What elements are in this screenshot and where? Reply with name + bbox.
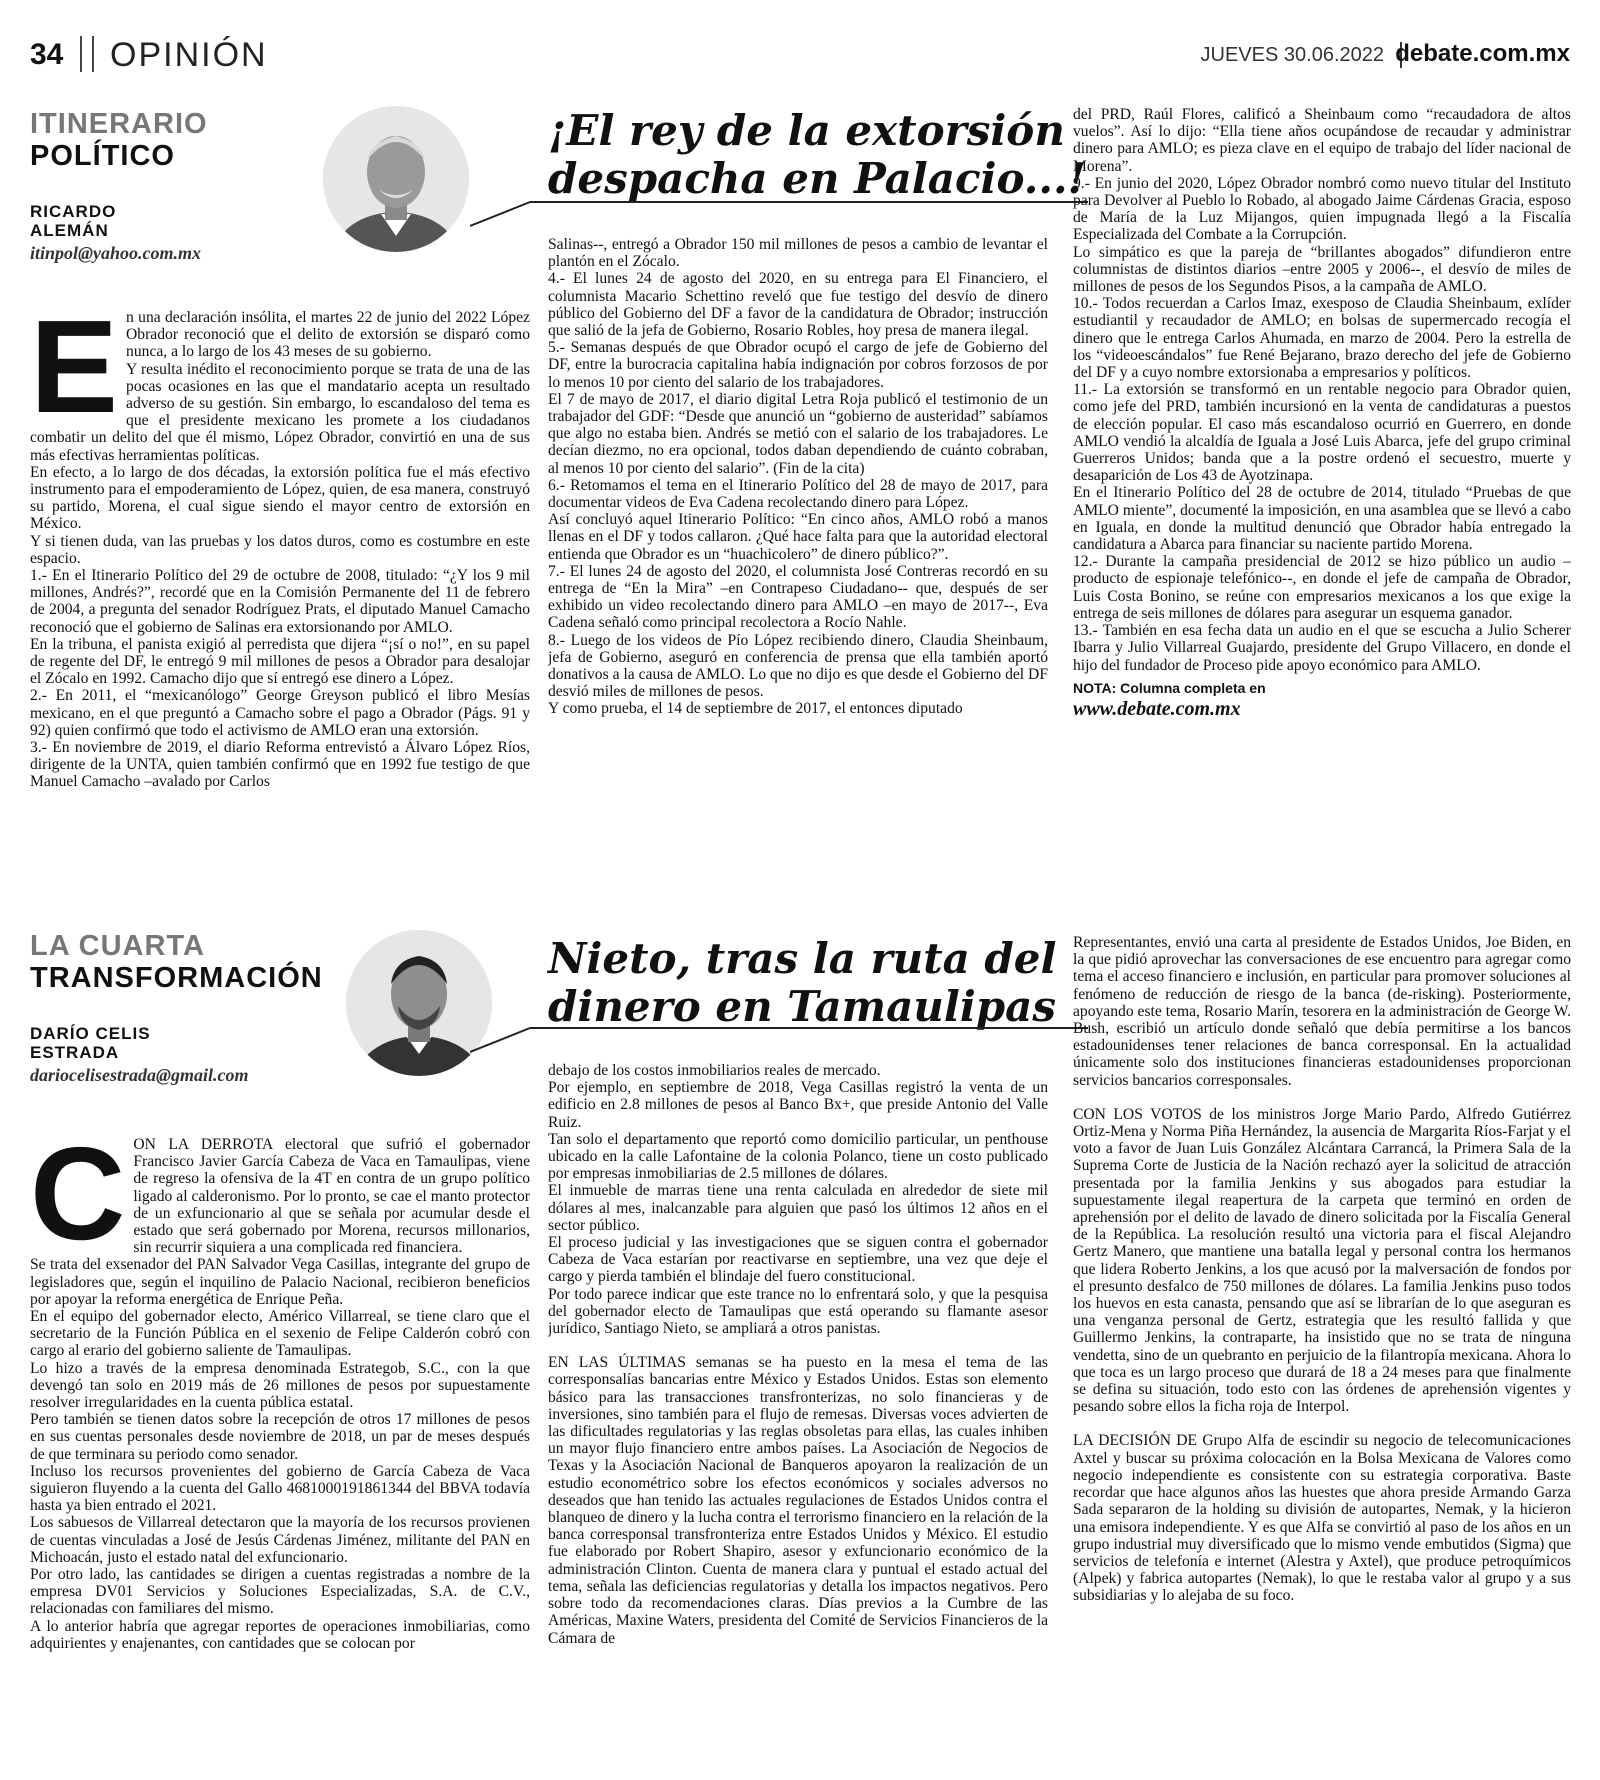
note-link[interactable]: www.debate.com.mx [1073,697,1241,720]
paragraph: 3.- En noviembre de 2019, el diario Reforma entrevistó a Álvaro López Ríos, dirigente de la UNTA, quien también confirmó que en 1992 fue testigo de que Manuel Camacho –avalado por Carlos [30,739,530,791]
headline-line-2: despacha en Palacio...! [548,154,1087,203]
paragraph: Representantes, envió una carta al presidente de Estados Unidos, Joe Biden, en la que pidió aprovechar las conversaciones de ese encuentro para agregar como tema el acceso financiero e inclusión, en particular para promover soluciones al fenómeno de reducción de riesgo de la banca (de-risking). Posteriormente, apoyando este tema, Rosario Marín, tesorera en la administración de George W. Bush, escribió un artículo donde señaló que debía permitirse a los bancos estadounidenses tener relaciones de banca corresponsal. En la actualidad únicamente solo dos instituciones financieras estadounidenses proporcionan servicios bancarios corresponsales. [1073,934,1571,1089]
author-email[interactable]: dariocelisestrada@gmail.com [30,1065,249,1085]
paragraph: Por ejemplo, en septiembre de 2018, Vega Casillas registró la venta de un edificio en 2.8 millones de pesos al Banco Bx+, que preside Antonio del Valle Ruiz. [548,1079,1048,1131]
author-email[interactable]: itinpol@yahoo.com.mx [30,243,201,263]
paragraph: El 7 de mayo de 2017, el diario digital Letra Roja publicó el testimonio de un trabajador del GDF: “Desde que anunció un “gobierno de austeridad” sabíamos que algo no estaba bien. Andrés se metió con el salario de los trabajadores. Le decían diezmo, no era opcional, todos daban dependiendo de cuánto cobraban, al menos 10 por ciento del salario”. (Fin de la cita) [548,390,1048,477]
paragraph: n una declaración insólita, el martes 22 de junio del 2022 López Obrador reconoció que el delito de extorsión se disparó como nunca, a lo largo de los 43 meses de su gobierno. [126,309,530,361]
dropcap: E [30,309,119,440]
author-portrait-icon [346,930,492,1076]
headline-underline [470,200,1088,228]
paragraph: Se trata del exsenador del PAN Salvador Vega Casillas, integrante del grupo de legisladores que, según el inquilino de Palacio Nacional, recibieron beneficios por apoyar la reforma energética de Enrique Peña. [30,1256,530,1308]
paragraph: El proceso judicial y las investigaciones que se siguen contra el gobernador Cabeza de Vaca estarían por reactivarse en septiembre, una vez que deje el cargo y pierda también el blindaje del fuero constitucional. [548,1234,1048,1286]
paragraph: Tan solo el departamento que reportó como domicilio particular, un penthouse ubicado en la calle Lafontaine de la colonia Polanco, tiene un costo publicado por empresas inmobiliarias de 2.5 millones de dólares. [548,1130,1048,1183]
dropcap: C [30,1136,126,1267]
headline-underline [470,1026,1088,1054]
paragraph: 6.- Retomamos el tema en el Itinerario Político del 28 de mayo de 2017, para documentar videos de Eva Cadena recolectando dinero para López. [548,476,1048,512]
paragraph: Y si tienen duda, van las pruebas y los datos duros, como es costumbre en este espacio. [30,532,530,567]
paragraph: Lo simpático es que la pareja de “brillantes abogados” difundieron entre columnistas de distintos diarios –entre 2005 y 2006--, el desvío de miles de millones de pesos de los Segundos Pisos, a la campaña de AMLO. [1073,243,1571,296]
paragraph: 12.- Durante la campaña presidencial de 2012 se hizo público un audio –producto de espionaje telefónico--, en donde el jefe de campaña de Obrador, Luis Costa Bonino, se reúne con empresarios mexicanos a los que exige la entrega de seis millones de dólares para asegurar un esquema ganador. [1073,553,1571,622]
issue-date: JUEVES 30.06.2022 [1200,44,1384,66]
paragraph: Lo hizo a través de la empresa denominada Estrategob, S.C., con la que devengó tan solo en 2019 más de 26 millones de pesos por supuestamente resolver irregularidades en la cuenta pública estatal. [30,1359,530,1412]
paragraph: 2.- En 2011, el “mexicanólogo” George Greyson publicó el libro Mesías mexicano, en el que preguntó a Camacho sobre el pago a Obrador (Págs. 91 y 92) quien confirmó que todo el activismo de AMLO eran una extorsión. [30,687,530,739]
paragraph: El inmueble de marras tiene una renta calculada en alrededor de siete mil dólares al mes, inalcanzable para alguien que pasó los últimos 12 años en el sector público. [548,1182,1048,1234]
author-photo [346,930,492,1076]
paragraph: 8.- Luego de los videos de Pío López recibiendo dinero, Claudia Sheinbaum, jefa de Gobierno, aseguró en conferencia de prensa que ella también aportó donativos a la causa de AMLO. Lo que no dijo es que desde el Gobierno del DF desvió miles de millones de pesos. [548,631,1048,701]
article2-column-1 [30,1136,530,1756]
paragraph: debajo de los costos inmobiliarios reales de mercado. [548,1062,881,1079]
header-divider [80,36,94,72]
paragraph: del PRD, Raúl Flores, calificó a Sheinbaum como “recaudadora de altos vuelos”. Así lo dijo: “Ella tiene años ocupándose de recaudar y administrar dinero para AMLO; es pieza clave en el equipo de trabajo del líder nacional de Morena”. [1073,106,1571,175]
site-link[interactable]: debate.com.mx [1395,40,1570,67]
paragraph: EN LAS ÚLTIMAS semanas se ha puesto en la mesa el tema de las corresponsalías bancarias entre México y Estados Unidos. Estas son elemento básico para las transacciones transfronterizas, no solo financieras y de inversiones, sino también para el flujo de remesas. Diversas voces advierten de las dificultades regulatorias y las reglas obsoletas para ellas, las cuales inhiben un mayor flujo financiero entre ambos países. La Asociación de Negocios de Texas y la Asociación Nacional de Banqueros apoyaron la realización de un estudio econométrico sobre los efectos económicos y sociales adversos no deseados que han tenido las actuales regulaciones de Estados Unidos contra el blanqueo de dinero y la lucha contra el terrorismo financiero en la relación de la banca corresponsal transfronteriza entre Estados Unidos y México. El estudio fue elaborado por Robert Shapiro, asesor y exfuncionario económico de la administración Clinton. Cuenta de manera clara y puntual el estado actual del tema, señala las deficiencias regulatorias y detalla los impactos negativos. Pero sobre todo da recomendaciones claras. Días previos a la Cumbre de las Américas, Maxine Waters, presidenta del Comité de Servicios Financieros de la Cámara de [548,1354,1048,1647]
article1-column-1 [30,309,530,883]
paragraph: 5.- Semanas después de que Obrador ocupó el cargo de jefe de Gobierno del DF, entre la burocracia capitalina había indignación por cobros forzosos de por lo menos 10 por ciento del salario de los trabajadores. [548,339,1048,391]
author-photo [323,106,469,252]
author-surname: ESTRADA [30,1043,120,1062]
paragraph: En efecto, a lo largo de dos décadas, la extorsión política fue el más efectivo instrumento para el empoderamiento de López, quien, de esa manera, construyó su partido, Morena, el cual sigue siendo el mayor centro de extorsión en México. [30,463,530,533]
column-kicker: LA CUARTA [30,930,205,962]
paragraph: Los sabuesos de Villarreal detectaron que la mayoría de los recursos provienen de cuentas vinculadas a José de Jesús Cárdenas Jiménez, militante del PAN en Michoacán, justo el estado natal del exfuncionario. [30,1514,530,1566]
paragraph: En la tribuna, el panista exigió al perredista que dijera “¡sí o no!”, en su papel de regente del DF, le entregó 9 mil millones de pesos a Obrador para desalojar el Zócalo en 1992. Camacho dijo que sí entregó ese dinero a López. [30,635,530,688]
paragraph: LA DECISIÓN DE Grupo Alfa de escindir su negocio de telecomunicaciones Axtel y buscar su próxima colocación en la Bolsa Mexicana de Valores como negocio independiente es consistente con su estrategia corporativa. Baste recordar que hace algunos años las huestes que ahora preside Armando Garza Sada separaron de la holding su división de autopartes, Nemak, y la hicieron una emisora independiente. Y es que Alfa se convirtió al paso de los años en un grupo industrial muy diversificado que lo mismo vende embutidos (Sigma) que servicios de telefonía e internet (Alestra y Axtel), que produce petroquímicos (Alpek) y fabrica autopartes (Nemak), lo que le restaba valor al grupo y a sus subsidiarias y lo alejaba de su foco. [1073,1432,1571,1605]
author-portrait-icon [323,106,469,252]
headline-line-2: dinero en Tamaulipas [548,982,1056,1031]
paragraph: 13.- También en esa fecha data un audio en el que se escucha a Julio Scherer Ibarra y Julio Villarreal Guajardo, presidente del Grupo Villacero, en donde el hijo del fundador de Proceso pide apoyo económico para AMLO. [1073,622,1571,674]
page-number: 34 [30,38,64,71]
column-name: POLÍTICO [30,140,175,172]
paragraph: 9.- En junio del 2020, López Obrador nombró como nuevo titular del Instituto para Devolver al Pueblo lo Robado, al abogado Jaime Cárdenas Gracia, esposo de María de la Luz Mijangos, quien impugnada llegó a la Fiscalía Especializada del Combate a la Corrupción. [1073,174,1571,244]
author-name: RICARDO [30,202,117,221]
paragraph: Salinas--, entregó a Obrador 150 mil millones de pesos a cambio de levantar el plantón en el Zócalo. [548,236,1048,271]
author-surname: ALEMÁN [30,221,109,240]
section-title: OPINIÓN [110,36,268,74]
paragraph: Por otro lado, las cantidades se dirigen a cuentas registradas a nombre de la empresa DV01 Servicios y Soluciones Especializadas, S.A. de C.V., relacionadas con familiares del mismo. [30,1566,530,1618]
paragraph: En el Itinerario Político del 28 de octubre de 2014, titulado “Pruebas de que AMLO miente”, documenté la imposición, en una asamblea que se llevó a cabo en Iguala, en donde la multitud denunció que Obrador había entregado la candidatura a Abarca para financiar su naciente partido Morena. [1073,484,1571,554]
author-name: DARÍO CELIS [30,1024,151,1043]
paragraph: 7.- El lunes 24 de agosto del 2020, el columnista José Contreras recordó en su entrega de “En la Mira” –en Contrapeso Ciudadano-- que, después de ser exhibido un video recolectando dinero para AMLO –en mayo de 2017--, Eva Cadena señaló como principal recolectora a Rocío Nahle. [548,562,1048,632]
column-kicker: ITINERARIO [30,108,208,140]
note-label: NOTA: Columna completa en [1073,679,1266,696]
headline-line-1: ¡El rey de la extorsión [548,106,1065,155]
paragraph: Así concluyó aquel Itinerario Político: “En cinco años, AMLO robó a manos llenas en el DF y todos callaron. ¿Qué hace falta para que la autoridad electoral entienda que Obrador es un “huachicolero” de dinero público?”. [548,511,1048,563]
paragraph: Incluso los recursos provenientes del gobierno de García Cabeza de Vaca siguieron fluyendo a la cuenta del Gallo 4681000191861344 del BBVA todavía hasta ya bien entrado el 2021. [30,1462,530,1515]
paragraph: 10.- Todos recuerdan a Carlos Imaz, exesposo de Claudia Sheinbaum, exlíder estudiantil y recaudador de AMLO; en bolsas de supermercado recogía el dinero que le entrega Carlos Ahumada, en marzo de 2004. Pero la estrella de los “videoescándalos” fue René Bejarano, brazo derecho del jefe de Gobierno del DF y a cuyo nombre extorsionaba a empresarios y políticos. [1073,295,1571,382]
paragraph: Y como prueba, el 14 de septiembre de 2017, el entonces diputado [548,700,963,718]
paragraph: ON LA DERROTA electoral que sufrió el gobernador Francisco Javier García Cabeza de Vaca en Tamaulipas, viene de regreso la ofensiva de la 4T en contra de un grupo político ligado al calderonismo. Por lo pronto, se cae el manto protector de un exfuncionario al que se señala por acumular desde el estado que será gobernado por Morena, recursos millonarios, sin recurrir siquiera a una complicada red financiera. [133,1136,530,1257]
paragraph: CON LOS VOTOS de los ministros Jorge Mario Pardo, Alfredo Gutiérrez Ortiz-Mena y Norma Piña Hernández, la ausencia de Margarita Ríos-Farjat y el voto a favor de Juan Luis González Alcántara Carrancá, la Primera Sala de la Suprema Corte de Justicia de la Nación rechazó ayer la solicitud de atracción presentada por la familia Jenkins y sus abogados para estudiar la supuestamente ilegal reapertura de la carpeta que terminó en orden de aprehensión por el delito de lavado de dinero solicitada por la Fiscalía General de la República. La resolución resultó una victoria para el fiscal Alejandro Gertz Manero, que mantiene una batalla legal y personal contra los hermanos que lidera Roberto Jenkins, a los que acusó por la malversación de fondos por el presunto desfalco de 750 millones de dólares. La familia Jenkins puso todos los huevos en esta canasta, pensando que así se librarían de lo que aseguran es una venganza personal de Gertz, estrategia que les resultó fallida y que Guillermo Jenkins, la contraparte, ha insistido que no se trata de ninguna vendetta, sino de un quebranto en perjuicio de la filantropía mexicana. Ahora lo que toca es un largo proceso que durará de 18 a 24 meses para que finalmente se defina su situación, todo esto con las órdenes de aprehensión vigentes y pesando sobre ellos la ficha roja de Interpol. [1073,1105,1571,1416]
paragraph: A lo anterior habría que agregar reportes de operaciones inmobiliarias, como adquirientes y enajenantes, con cantidades que se colocan por [30,1617,530,1652]
paragraph: Por todo parece indicar que este trance no lo enfrentará solo, y que la pesquisa del gobernador electo de Tamaulipas que está operando su flamante asesor jurídico, Santiago Nieto, se ampliará a otros panistas. [548,1285,1048,1338]
headline-line-1: Nieto, tras la ruta del [548,934,1057,983]
article2-column-3 [1073,934,1571,1756]
column-name: TRANSFORMACIÓN [30,962,323,994]
paragraph: 1.- En el Itinerario Político del 29 de octubre de 2008, titulado: “¿Y los 9 mil millones, Andrés?”, recordé que en la Comisión Permanente del 11 de febrero de 2004, a pregunta del senador Rodríguez Prats, el diputado Manuel Camacho reconoció que el gobierno de Salinas era extorsionando por AMLO. [30,567,530,636]
article1-column-3 [1073,106,1571,906]
article2-column-2 [548,1062,1048,1756]
paragraph: Pero también se tienen datos sobre la recepción de otros 17 millones de pesos en sus cuentas personales desde noviembre de 2018, un par de meses después de que terminara su periodo como senador. [30,1411,530,1463]
paragraph: 4.- El lunes 24 de agosto del 2020, en su entrega para El Financiero, el columnista Macario Schettino reveló que fue testigo del desvío de dinero público del Gobierno del DF a favor de la candidatura de Obrador; instrucción que salió de la jefa de Gobierno, Rosario Robles, hoy presa de manera ilegal. [548,270,1048,340]
paragraph: Y resulta inédito el reconocimiento porque se trata de una de las pocas ocasiones en las que el mandatario acepta un resultado adverso de su gestión. Sin embargo, lo escandaloso del tema es que el presidente mexicano les promete a los ciudadanos combatir un delito del que él mismo, López Obrador, convirtió en una de sus más efectivas herramientas políticas. [30,360,530,464]
paragraph: En el equipo del gobernador electo, Américo Villarreal, se tiene claro que el secretario de la Función Pública en el sexenio de Felipe Calderón cobró con cargo al erario del gobierno saliente de Tamaulipas. [30,1308,530,1360]
paragraph: 11.- La extorsión se transformó en un rentable negocio para Obrador quien, como jefe del PRD, también incursionó en la venta de candidaturas a puestos de elección popular. El caso más escandaloso ocurrió en Guerrero, en donde AMLO vendió la alcaldía de Iguala a José Luis Abarca, jefe del grupo criminal Guerreros Unidos; banda que a la postre ordenó el secuestro, muerte y desaparición de Los 43 de Ayotzinapa. [1073,381,1571,485]
article1-column-2 [548,236,1048,884]
